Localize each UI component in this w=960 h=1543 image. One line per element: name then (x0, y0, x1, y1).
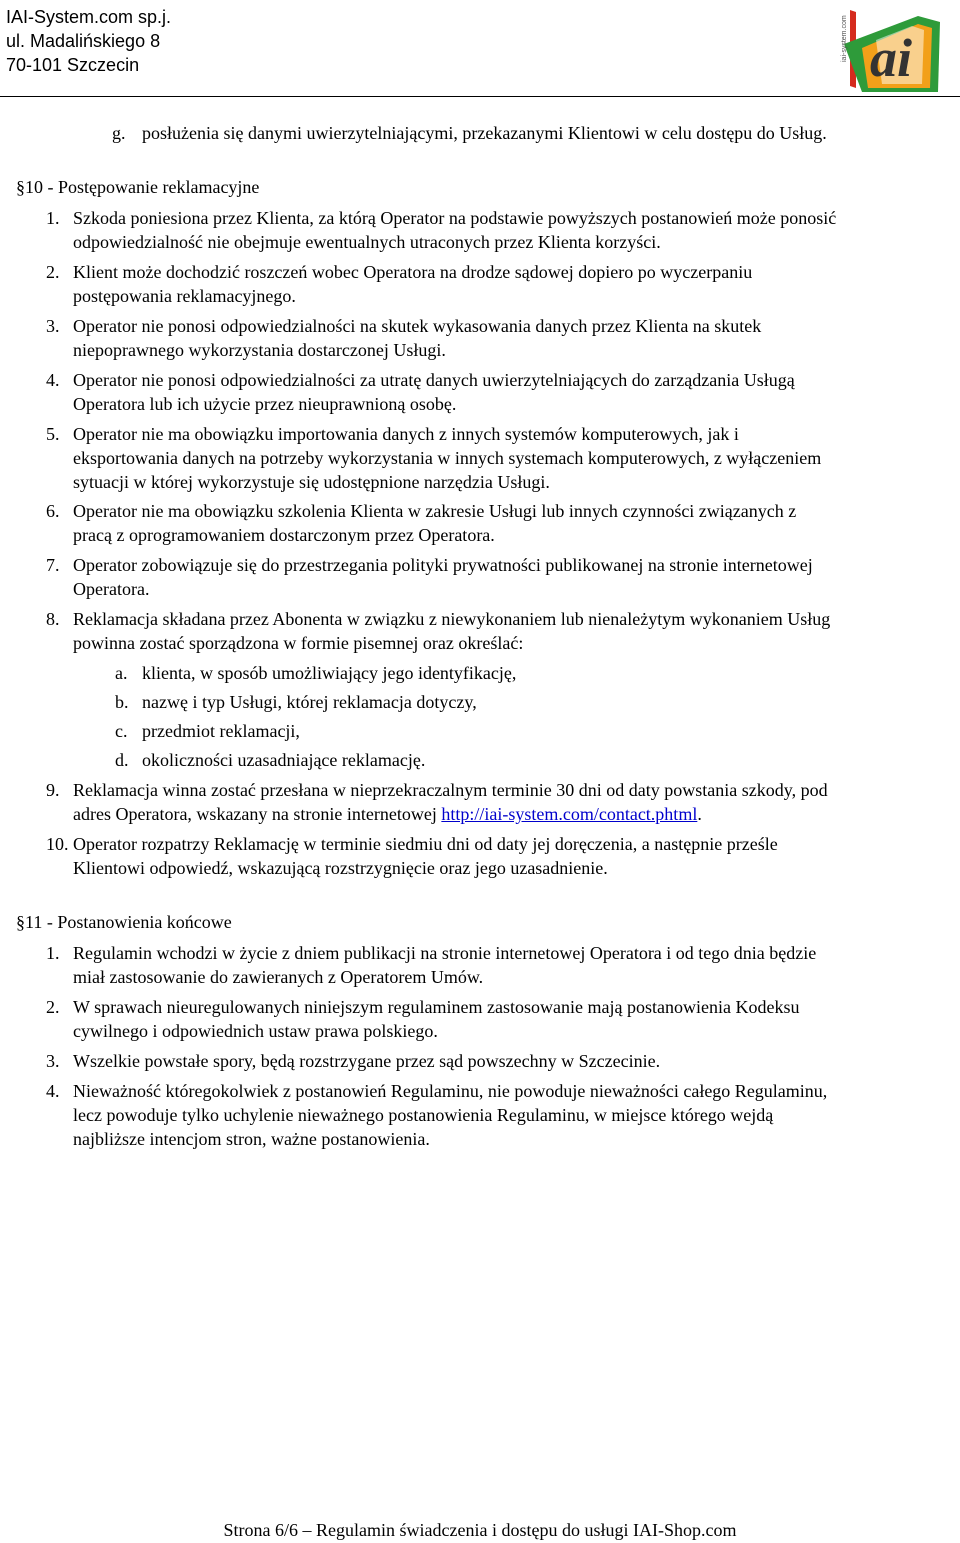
s10-item-6-num: 6. (46, 501, 60, 521)
s10-subitem-a-label: a. (115, 663, 128, 683)
s10-item-6-line: Operator nie ma obowiązku szkolenia Klienta w zakresie Usługi lub innych czynności związanych z (73, 501, 797, 521)
s10-subitem-c-text: przedmiot reklamacji, (142, 721, 300, 741)
iai-logo-icon (832, 4, 948, 94)
section-10-title: §10 - Postępowanie reklamacyjne (16, 177, 260, 197)
s10-item-5-line: Operator nie ma obowiązku importowania danych z innych systemów komputerowych, jak i (73, 424, 739, 444)
s11-item-4-line: lecz powoduje tylko uchylenie nieważnego postanowienia Regulaminu, w miejsce którego wejdą (73, 1105, 774, 1125)
section-11-title: §11 - Postanowienia końcowe (16, 912, 232, 932)
s10-subitem-b-label: b. (115, 692, 129, 712)
s10-item-7-line: Operator zobowiązuje się do przestrzegania polityki prywatności publikowanej na stronie internetowej (73, 555, 813, 575)
company-city: 70-101 Szczecin (6, 55, 140, 75)
s10-item-3-line: niepoprawnego wykorzystania dostarczonej Usługi. (73, 340, 446, 360)
s10-item-10-line: Operator rozpatrzy Reklamację w terminie siedmiu dni od daty jej doręczenia, a następnie prześle (73, 834, 778, 854)
s10-item-10-num: 10. (46, 834, 69, 854)
s10-item-8-line: powinna zostać sporządzona w formie pisemnej oraz określać: (73, 633, 524, 653)
s10-item-1-num: 1. (46, 208, 60, 228)
s10-item-1-line: odpowiedzialność nie obejmuje ewentualnych utraconych przez Klienta korzyści. (73, 232, 661, 252)
page-footer (0, 1520, 960, 1541)
s10-item-2-num: 2. (46, 262, 60, 282)
s11-item-1-line: Regulamin wchodzi w życie z dniem publikacji na stronie internetowej Operatora i od tego dnia będzie (73, 943, 817, 963)
item-g-label: g. (112, 123, 126, 143)
s10-item-5-line: sytuacji w której wykorzystuje się udostępnione narzędzia Usługi. (73, 472, 550, 492)
s11-item-2-line: cywilnego i odpowiednich ustaw prawa polskiego. (73, 1021, 438, 1041)
header-divider (0, 96, 960, 97)
s10-item-7-line: Operatora. (73, 579, 150, 599)
s10-item-6-line: pracą z oprogramowaniem dostarczonym przez Operatora. (73, 525, 495, 545)
s10-item-9-suffix: . (697, 804, 702, 824)
s10-item-2-line: postępowania reklamacyjnego. (73, 286, 296, 306)
s10-item-8-num: 8. (46, 609, 60, 629)
s11-item-4-num: 4. (46, 1081, 60, 1101)
svg-text:iai-system.com: iai-system.com (841, 15, 848, 62)
s10-item-8-line: Reklamacja składana przez Abonenta w związku z niewykonaniem lub nienależytym wykonaniem Usług (73, 609, 831, 629)
page-header (0, 0, 960, 98)
s10-item-3-line: Operator nie ponosi odpowiedzialności na skutek wykasowania danych przez Klienta na skutek (73, 316, 762, 336)
s10-item-3-num: 3. (46, 316, 60, 336)
s10-item-9-prefix: adres Operatora, wskazany na stronie internetowej (73, 804, 442, 824)
company-street: ul. Madalińskiego 8 (6, 31, 161, 51)
s10-subitem-b-text: nazwę i typ Usługi, której reklamacja dotyczy, (142, 692, 477, 712)
s11-item-4-line: Nieważność któregokolwiek z postanowień Regulaminu, nie powoduje nieważności całego Regulaminu, (73, 1081, 828, 1101)
s10-item-7-num: 7. (46, 555, 60, 575)
s11-item-2-num: 2. (46, 997, 60, 1017)
contact-page-link[interactable]: http://iai-system.com/contact.phtml (441, 804, 698, 824)
s10-item-2-line: Klient może dochodzić roszczeń wobec Operatora na drodze sądowej dopiero po wyczerpaniu (73, 262, 753, 282)
s10-item-5-line: eksportowania danych na potrzeby wykorzystania w innych systemach komputerowych, z wyłączeniem (73, 448, 822, 468)
s11-item-4-line: najbliższe intencjom stron, ważne postanowienia. (73, 1129, 430, 1149)
company-address (6, 5, 171, 77)
s10-item-10-line: Klientowi odpowiedź, wskazującą rozstrzygnięcie oraz jego uzasadnienie. (73, 858, 608, 878)
item-g-text: posłużenia się danymi uwierzytelniającymi, przekazanymi Klientowi w celu dostępu do Usług. (142, 123, 827, 143)
footer-text: Strona 6/6 – Regulamin świadczenia i dostępu do usługi IAI-Shop.com (223, 1520, 737, 1540)
s10-item-4-num: 4. (46, 370, 60, 390)
s10-subitem-d-label: d. (115, 750, 129, 770)
s10-item-1-line: Szkoda poniesiona przez Klienta, za którą Operator na podstawie powyższych postanowień może ponosić (73, 208, 837, 228)
s11-item-1-num: 1. (46, 943, 60, 963)
s10-item-5-num: 5. (46, 424, 60, 444)
company-name: IAI-System.com sp.j. (6, 7, 172, 27)
svg-text:ai: ai (870, 28, 913, 88)
s10-subitem-a-text: klienta, w sposób umożliwiający jego identyfikację, (142, 663, 517, 683)
s11-item-3-num: 3. (46, 1051, 60, 1071)
s10-item-4-line: Operatora lub ich użycie przez nieuprawnioną osobę. (73, 394, 457, 414)
s10-subitem-d-text: okoliczności uzasadniające reklamację. (142, 750, 426, 770)
s11-item-2-line: W sprawach nieuregulowanych niniejszym regulaminem zastosowanie mają postanowienia Kodeksu (73, 997, 800, 1017)
s10-item-9-line: Reklamacja winna zostać przesłana w nieprzekraczalnym terminie 30 dni od daty powstania szkody, pod (73, 780, 828, 800)
s10-item-9-line2 (73, 803, 702, 827)
s11-item-3-line: Wszelkie powstałe spory, będą rozstrzygane przez sąd powszechny w Szczecinie. (73, 1051, 661, 1071)
s10-item-9-num: 9. (46, 780, 60, 800)
s11-item-1-line: miał zastosowanie do zawieranych z Operatorem Umów. (73, 967, 484, 987)
s10-item-4-line: Operator nie ponosi odpowiedzialności za utratę danych uwierzytelniających do zarządzania Usługą (73, 370, 795, 390)
s10-subitem-c-label: c. (115, 721, 128, 741)
